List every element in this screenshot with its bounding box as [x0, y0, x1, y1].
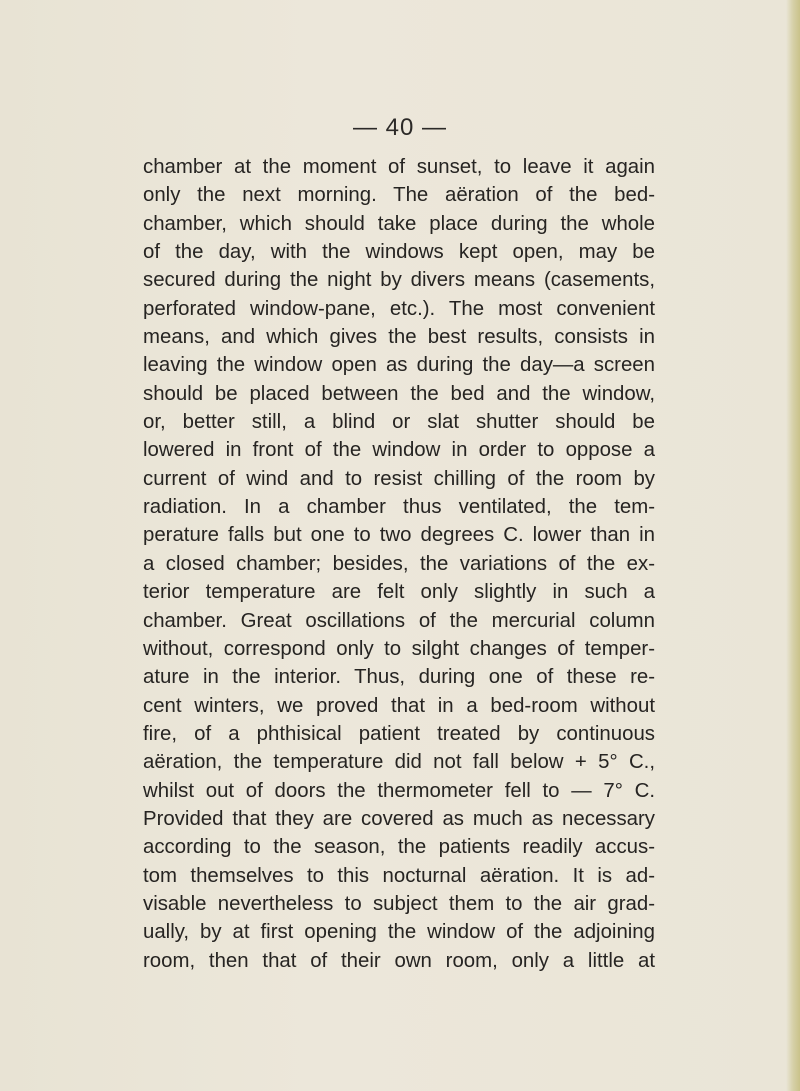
text-line: should be placed between the bed and the window, [143, 382, 655, 405]
text-line: ature in the interior. Thus, during one of these re- [143, 666, 655, 689]
text-line: or, better still, a blind or slat shutter should be [143, 411, 655, 434]
text-line: a closed chamber; besides, the variations of the ex- [143, 552, 655, 575]
text-line: Provided that they are covered as much as necessary [143, 807, 655, 830]
text-line: aëration, the temperature did not fall below + 5° C., [143, 751, 655, 774]
text-line: of the day, with the windows kept open, may be [143, 241, 655, 264]
text-line: whilst out of doors the thermometer fell to — 7° C. [143, 779, 655, 802]
text-line: only the next morning. The aëration of the bed- [143, 184, 655, 207]
text-line: cent winters, we proved that in a bed-room without [143, 694, 655, 717]
page-number: — 40 — [352, 114, 448, 141]
text-line: tom themselves to this nocturnal aëration. It is ad- [143, 864, 655, 887]
text-line: secured during the night by divers means (casements, [143, 269, 655, 292]
text-line: chamber, which should take place during the whole [143, 212, 655, 235]
text-line: without, correspond only to silght changes of temper- [143, 637, 655, 660]
text-line: means, and which gives the best results, consists in [143, 326, 655, 349]
text-line: lowered in front of the window in order to oppose a [143, 439, 655, 462]
text-line: fire, of a phthisical patient treated by continuous [143, 722, 655, 745]
text-line: current of wind and to resist chilling of the room by [143, 467, 655, 490]
text-line: leaving the window open as during the day—a screen [143, 354, 655, 377]
text-line: according to the season, the patients readily accus- [143, 836, 655, 859]
page-edge [786, 0, 800, 1091]
text-line: chamber at the moment of sunset, to leave it again [143, 156, 655, 178]
text-line: terior temperature are felt only slightly in such a [143, 581, 655, 604]
text-line: ually, by at first opening the window of the adjoining [143, 921, 655, 944]
text-line: perature falls but one to two degrees C. lower than in [143, 524, 655, 547]
text-line: perforated window-pane, etc.). The most convenient [143, 297, 655, 320]
text-line: radiation. In a chamber thus ventilated, the tem- [143, 496, 655, 519]
text-line: room, then that of their own room, only a little at [143, 949, 655, 972]
text-line: visable nevertheless to subject them to the air grad- [143, 892, 655, 915]
text-line: chamber. Great oscillations of the mercurial column [143, 609, 655, 632]
body-text [143, 153, 655, 975]
